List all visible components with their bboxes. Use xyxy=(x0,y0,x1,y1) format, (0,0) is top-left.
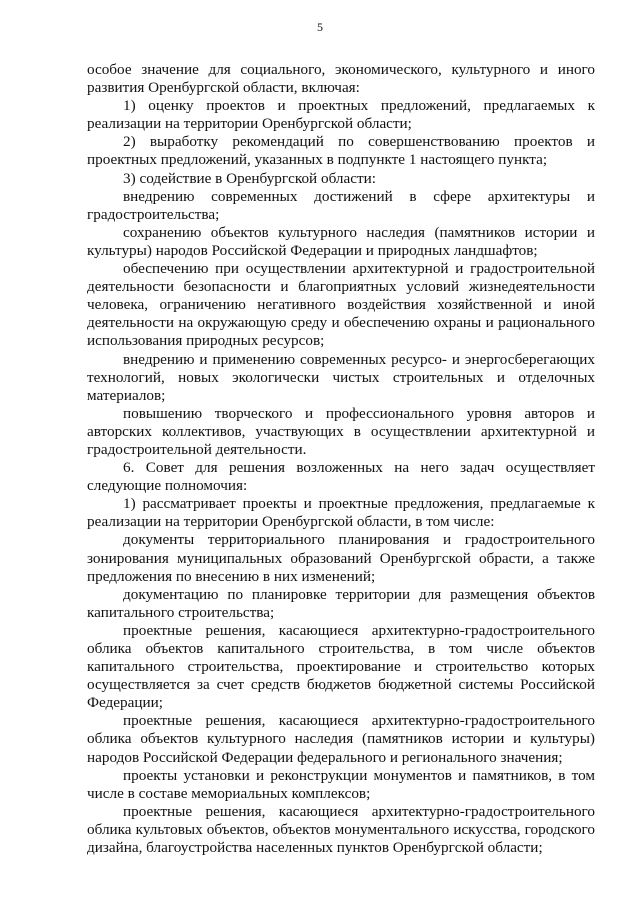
paragraph: проектные решения, касающиеся архитектурно-градостроительного облика объектов культурного наследия (памятников истории и культуры) народов Российской Федерации федерального и регионального значения; xyxy=(87,712,595,766)
paragraph: документы территориального планирования и градостроительного зонирования муниципальных образований Оренбургской обрасти, а также предложения по внесению в них изменений; xyxy=(87,531,595,585)
paragraph: 3) содействие в Оренбургской области: xyxy=(123,169,376,187)
paragraph: 1) оценку проектов и проектных предложений, предлагаемых к реализации на территории Оренбургской области; xyxy=(87,97,595,133)
paragraph: сохранению объектов культурного наследия (памятников истории и культуры) народов Российской Федерации и природных ландшафтов; xyxy=(87,223,595,259)
paragraph: проекты установки и реконструкции монументов и памятников, в том числе в составе мемориальных комплексов; xyxy=(87,766,595,802)
paragraph: проектные решения, касающиеся архитектурно-градостроительного облика объектов капитального строительства, в том числе объектов капитального строительства, проектирование и строительство которых осуществляется за счет средств бюджетов бюджетной системы Российской Федерации; xyxy=(87,621,595,712)
paragraph: 2) выработку рекомендаций по совершенствованию проектов и проектных предложений, указанных в подпункте 1 настоящего пункта; xyxy=(87,133,595,169)
paragraph: проектные решения, касающиеся архитектурно-градостроительного облика культовых объектов, объектов монументального искусства, городского дизайна, благоустройства населенных пунктов Оренбургской области; xyxy=(87,802,595,857)
paragraph: обеспечению при осуществлении архитектурной и градостроительной деятельности безопасности и благоприятных условий жизнедеятельности человека, ограничению негативного воздействия хозяйственной и иной деятельности на окружающую среду и обеспечению охраны и рационального использования природных ресурсов; xyxy=(87,260,595,350)
paragraph: особое значение для социального, экономического, культурного и иного развития Оренбургской области, включая: xyxy=(87,61,595,97)
paragraph: внедрению и применению современных ресурсо- и энергосберегающих технологий, новых экологически чистых строительных и отделочных материалов; xyxy=(87,350,595,404)
paragraph: документацию по планировке территории для размещения объектов капитального строительства; xyxy=(87,585,595,621)
paragraph: повышению творческого и профессионального уровня авторов и авторских коллективов, участвующих в осуществлении архитектурной и градостроительной деятельности. xyxy=(87,404,595,458)
paragraph: 1) рассматривает проекты и проектные предложения, предлагаемые к реализации на территории Оренбургской области, в том числе: xyxy=(87,495,595,531)
paragraph: внедрению современных достижений в сфере архитектуры и градостроительства; xyxy=(87,187,595,223)
document-body xyxy=(87,61,595,857)
paragraph: 6. Совет для решения возложенных на него задач осуществляет следующие полномочия: xyxy=(87,459,595,495)
page-number: 5 xyxy=(317,20,323,34)
